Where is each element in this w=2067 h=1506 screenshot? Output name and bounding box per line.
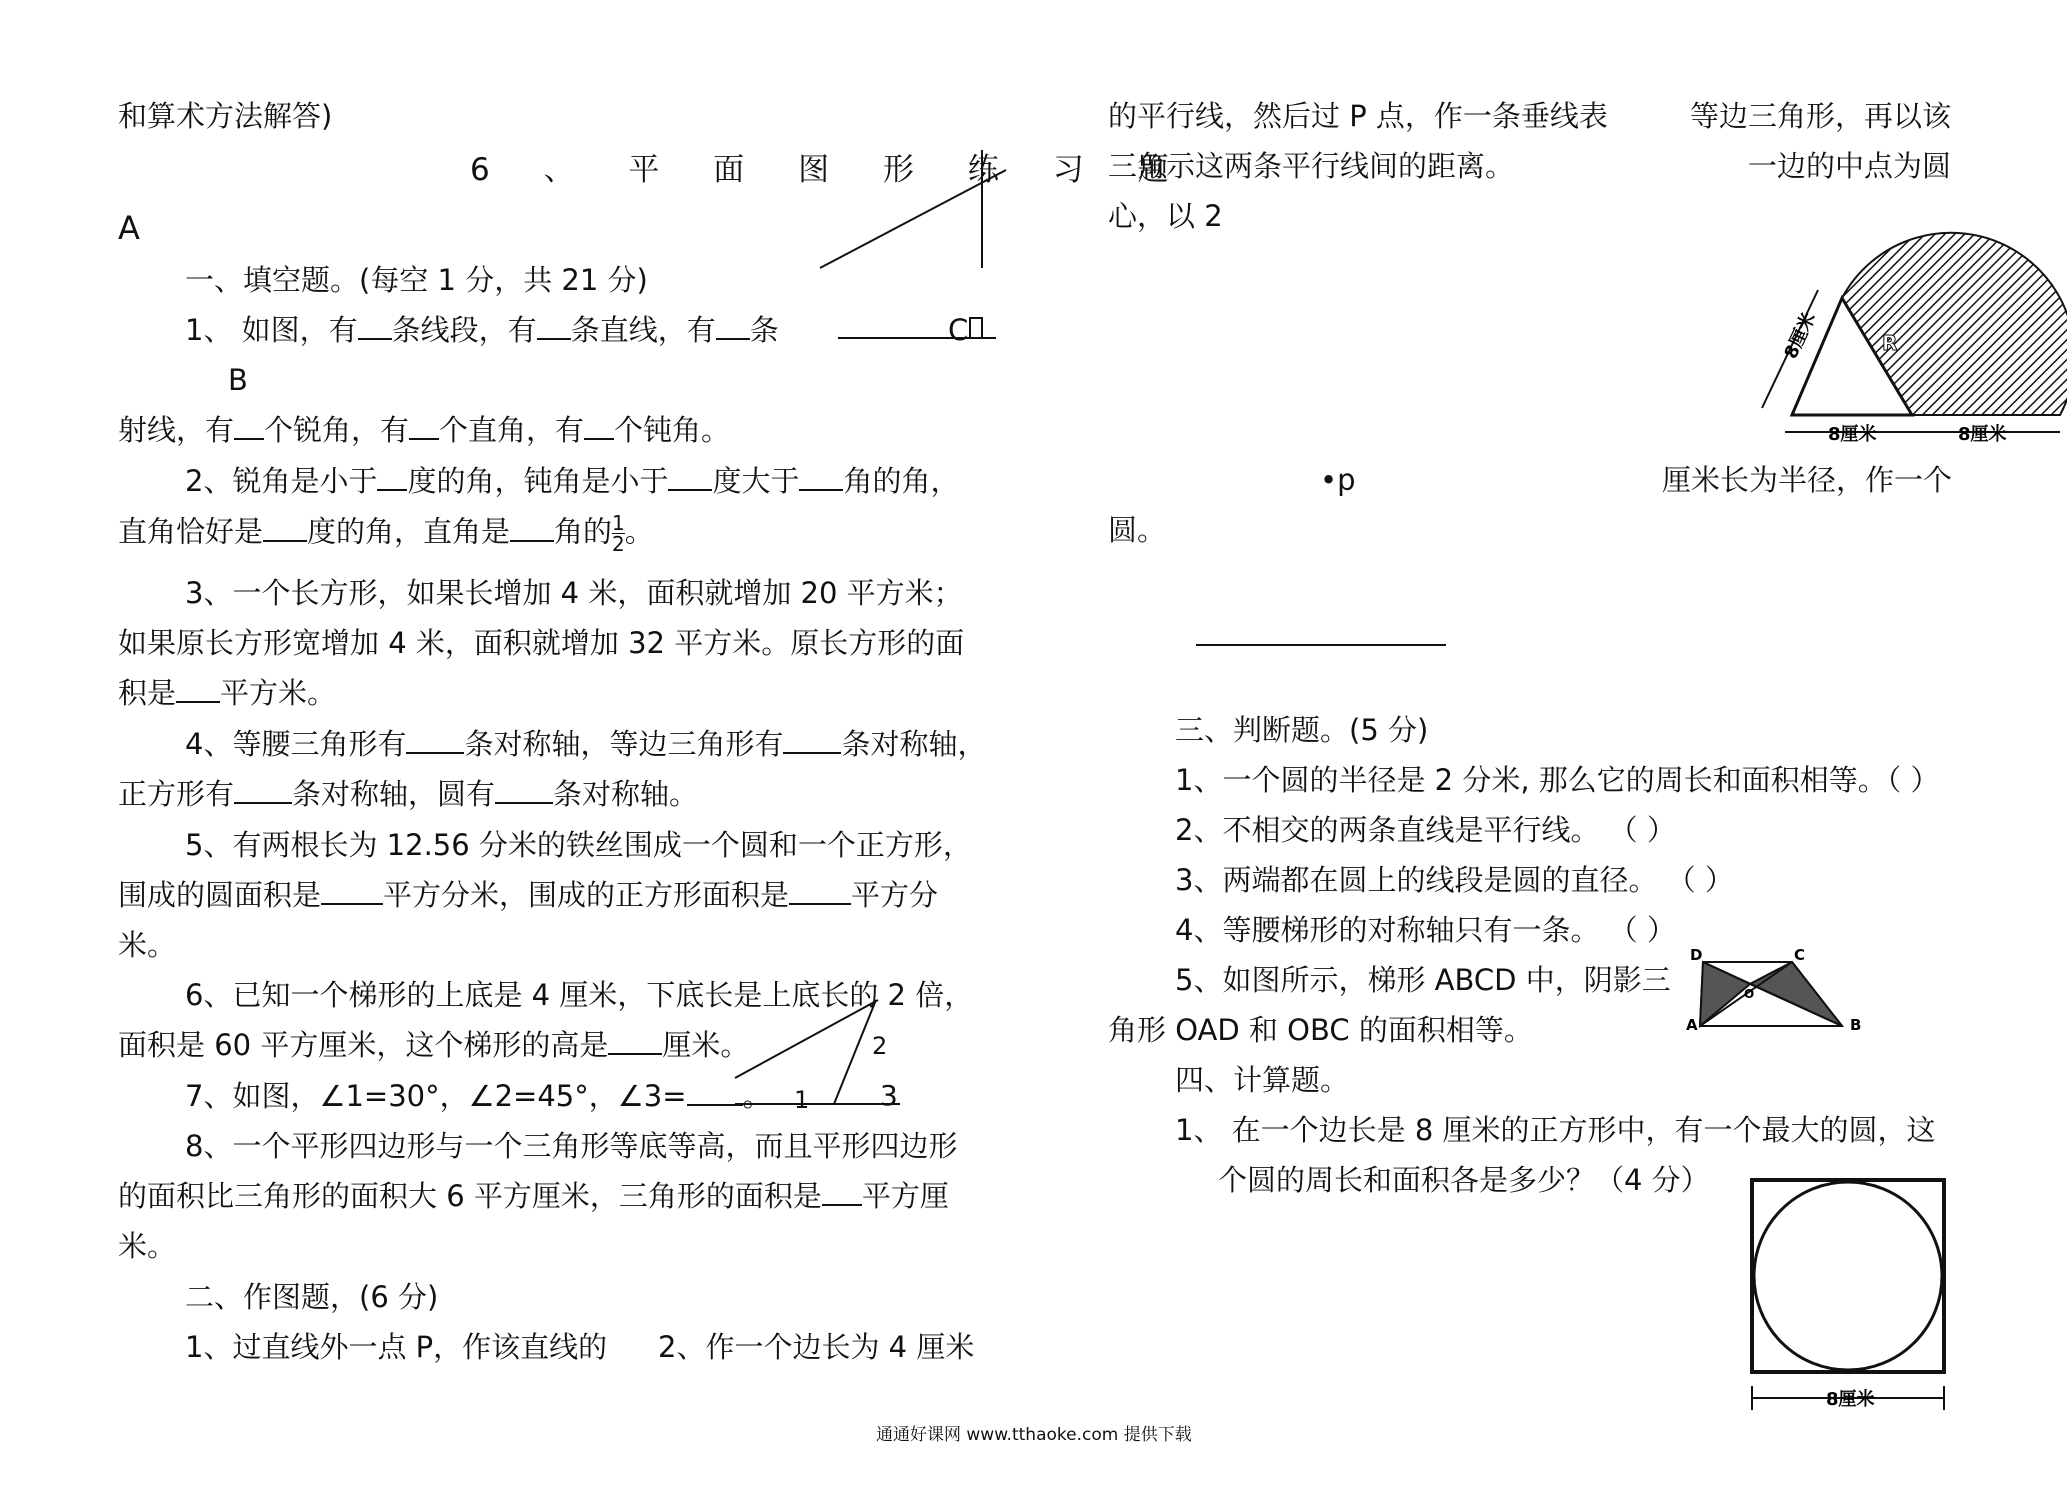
drawing-q2-continued-line1: 等边三角形，再以该 bbox=[1690, 99, 1952, 133]
question-1-line1: 1、 如图，有 条线段，有 条直线，有 条 bbox=[185, 313, 779, 347]
q1-right-angle-mark bbox=[970, 318, 982, 338]
judge-item-1: 1、一个圆的半径是 2 分米, 那么它的周长和面积相等。（ ） bbox=[1175, 763, 1940, 797]
drawing-q2-continued-line2: 一边的中点为圆 bbox=[1748, 149, 1952, 183]
question-2-line2: 直角恰好是 度的角，直角是 角的 $\frac{1}{2}$ 。 bbox=[118, 511, 654, 556]
trapezoid-label-o: O bbox=[1744, 987, 1755, 1001]
question-8-line3: 米。 bbox=[118, 1229, 177, 1263]
section-a-label: A bbox=[118, 209, 140, 247]
judge-item-2: 2、不相交的两条直线是平行线。 （ ） bbox=[1175, 813, 1676, 847]
calc-question-1-line2: 个圆的周长和面积各是多少？（4 分） bbox=[1218, 1163, 1710, 1197]
question-5-line1: 5、有两根长为 12.56 分米的铁丝围成一个圆和一个正方形， bbox=[185, 828, 972, 862]
question-1-line2: 射线，有 个锐角，有 个直角，有 个钝角。 bbox=[118, 413, 731, 447]
question-3-line1: 3、一个长方形，如果长增加 4 米，面积就增加 20 平方米； bbox=[185, 576, 963, 610]
q7-ray-2 bbox=[834, 1000, 876, 1104]
q7-angle-label-1: 1 bbox=[794, 1086, 810, 1114]
section-2-heading: 二、作图题，(6 分) bbox=[185, 1280, 439, 1314]
square-circle-figure bbox=[1752, 1180, 1944, 1410]
drawing-q2-continued-line4: 圆。 bbox=[1108, 513, 1167, 547]
trapezoid-label-c: C bbox=[1794, 946, 1806, 964]
judge-item-3: 3、两端都在圆上的线段是圆的直径。 （ ） bbox=[1175, 863, 1734, 897]
fraction-one-half: $\frac{1}{2}$ bbox=[612, 511, 625, 556]
question-4-line1: 4、等腰三角形有 条对称轴，等边三角形有 条对称轴， bbox=[185, 727, 987, 761]
drawing-question-2: 2、作一个边长为 4 厘米 bbox=[658, 1330, 975, 1364]
q1-figure-label-b: B bbox=[228, 363, 248, 397]
drawing-q2-continued-line3: 厘米长为半径，作一个 bbox=[1662, 463, 1953, 497]
drawing-q1-continued-line2: 三角示这两条平行线间的距离。 bbox=[1108, 149, 1515, 183]
question-8-line1: 8、一个平形四边形与一个三角形等底等高，而且平形四边形 bbox=[185, 1129, 958, 1163]
radius-label: R bbox=[1882, 331, 1898, 355]
question-6-line2: 面积是 60 平方厘米，这个梯形的高是 厘米。 bbox=[118, 1028, 750, 1062]
judge-item-5-line2: 角形 OAD 和 OBC 的面积相等。 bbox=[1108, 1013, 1533, 1047]
trapezoid-figure bbox=[1700, 962, 1842, 1026]
triangle-side-label: 8厘米 bbox=[1780, 309, 1821, 363]
question-6-line1: 6、已知一个梯形的上底是 4 厘米，下底长是上底长的 2 倍， bbox=[185, 978, 974, 1012]
judge-item-4: 4、等腰梯形的对称轴只有一条。 （ ） bbox=[1175, 913, 1676, 947]
question-8-line2: 的面积比三角形的面积大 6 平方厘米，三角形的面积是 平方厘 bbox=[118, 1179, 949, 1213]
q1-line-figure bbox=[820, 150, 1006, 338]
triangle-base-label-2: 8厘米 bbox=[1958, 424, 2007, 445]
q1-slanted-line bbox=[820, 170, 1006, 268]
q7-ray-1 bbox=[735, 1000, 878, 1078]
drawing-question-1: 1、过直线外一点 P，作该直线的 bbox=[185, 1330, 608, 1364]
trapezoid-label-a: A bbox=[1686, 1016, 1698, 1034]
trapezoid-label-b: B bbox=[1850, 1016, 1862, 1034]
page-title: 6 、 平 面 图 形 练 习 题 bbox=[470, 152, 1191, 188]
triangle-base-label-1: 8厘米 bbox=[1828, 424, 1877, 445]
square-side-label: 8厘米 bbox=[1826, 1389, 1875, 1410]
question-4-line2: 正方形有 条对称轴，圆有 条对称轴。 bbox=[118, 777, 699, 811]
page-footer: 通通好课网 www.tthaoke.com 提供下载 bbox=[876, 1425, 1192, 1445]
question-3-line3: 积是 平方米。 bbox=[118, 676, 337, 710]
question-3-line2: 如果原长方形宽增加 4 米，面积就增加 32 平方米。原长方形的面 bbox=[118, 626, 965, 660]
q7-angle-figure bbox=[735, 1000, 900, 1104]
continuation-line: 和算术方法解答) bbox=[118, 99, 333, 133]
point-p: •p bbox=[1320, 463, 1356, 497]
section-4-heading: 四、计算题。 bbox=[1175, 1063, 1350, 1097]
calc-question-1-line1: 1、 在一个边长是 8 厘米的正方形中，有一个最大的圆，这 bbox=[1175, 1113, 1936, 1147]
drawing-q1-continued-line1: 的平行线，然后过 P 点，作一条垂线表 bbox=[1108, 99, 1608, 133]
judge-item-5-line1: 5、如图所示，梯形 ABCD 中，阴影三 bbox=[1175, 963, 1671, 997]
question-7: 7、如图，∠1=30°，∠2=45°，∠3= 。 bbox=[185, 1079, 772, 1113]
q7-angle-label-3: 3 bbox=[880, 1079, 898, 1112]
question-5-line2: 围成的圆面积是 平方分米，围成的正方形面积是 平方分 bbox=[118, 878, 939, 912]
question-2-line1: 2、锐角是小于 度的角，钝角是小于 度大于 角的角， bbox=[185, 464, 960, 498]
trapezoid-label-d: D bbox=[1690, 946, 1703, 964]
inscribed-circle bbox=[1754, 1182, 1942, 1370]
section-3-heading: 三、判断题。(5 分) bbox=[1175, 713, 1429, 747]
drawing-q1-continued-line3: 心，以 2 bbox=[1108, 199, 1223, 233]
question-5-line3: 米。 bbox=[118, 928, 177, 962]
q7-angle-label-2: 2 bbox=[872, 1032, 888, 1060]
section-1-heading: 一、填空题。(每空 1 分，共 21 分) bbox=[185, 263, 648, 297]
q1-figure-label-c: C bbox=[948, 313, 969, 347]
